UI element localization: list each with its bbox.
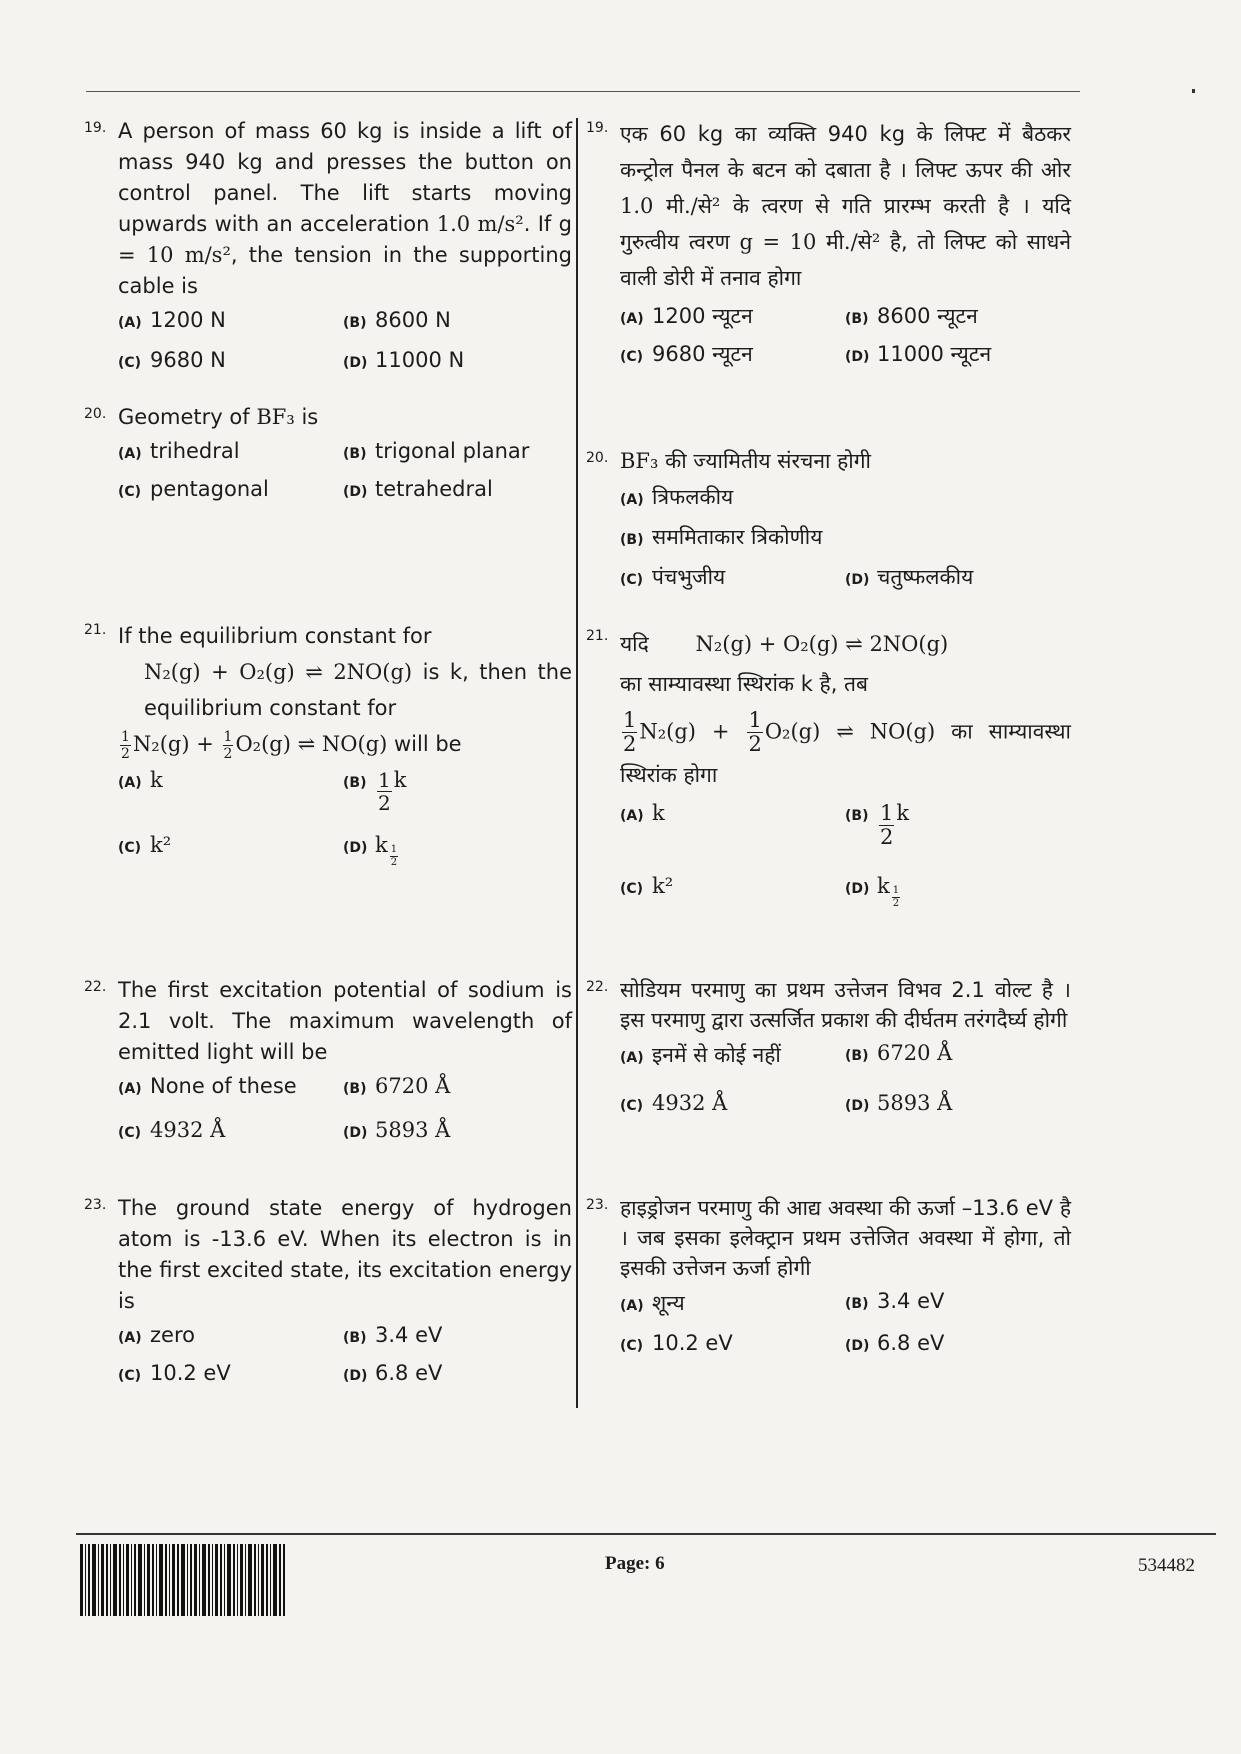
paper-code: 534482 <box>1138 1555 1195 1576</box>
option-d[interactable]: (D) 6.8 eV <box>845 1331 945 1355</box>
question-text: The ground state energy of hydrogen atom is -13.6 eV. When its electron is in the first excited state, its excitation energy is <box>118 1196 572 1313</box>
option-d[interactable]: (D) tetrahedral <box>343 477 493 501</box>
option-a[interactable]: (A) शून्य <box>620 1291 685 1315</box>
option-b[interactable]: (B) 8600 N <box>343 308 451 332</box>
question-22-en <box>84 975 572 1142</box>
options <box>118 1323 572 1385</box>
option-d[interactable]: (D) k $\frac{1}{2}$ <box>343 833 398 868</box>
option-d[interactable]: (D) 5893 Å <box>845 1091 953 1115</box>
question-23-hi <box>586 1193 1071 1355</box>
option-d[interactable]: (D) 5893 Å <box>343 1118 451 1142</box>
option-c[interactable]: (C) pentagonal <box>118 477 269 501</box>
question-number: 22. <box>84 979 107 995</box>
options <box>118 768 572 868</box>
option-b[interactable]: (B) 6720 Å <box>343 1074 451 1098</box>
option-a[interactable]: (A) 1200 न्यूटन <box>620 304 753 328</box>
top-rule <box>86 91 1080 92</box>
question-20-en <box>84 402 572 501</box>
option-a[interactable]: (A) इनमें से कोई नहीं <box>620 1043 781 1067</box>
option-d[interactable]: (D) 11000 न्यूटन <box>845 342 992 366</box>
option-c[interactable]: (C) 4932 Å <box>620 1091 728 1115</box>
question-text: The first excitation potential of sodium is 2.1 volt. The maximum wavelength of emitted light will be <box>118 978 572 1064</box>
option-a[interactable]: (A) zero <box>118 1323 195 1347</box>
bottom-rule <box>76 1533 1216 1535</box>
option-c[interactable]: (C) 10.2 eV <box>118 1361 231 1385</box>
question-21-en <box>84 618 572 868</box>
option-a[interactable]: (A) trihedral <box>118 439 240 463</box>
question-text: A person of mass 60 kg is inside a lift of mass 940 kg and presses the button on control panel. The lift starts moving upwards with an acceleration 1.0 m/s². If g = 10 m/s², the tension in the supporting cable is <box>118 119 572 298</box>
option-b[interactable]: (B) $\frac{1}{2}$ k <box>343 768 407 815</box>
question-number: 20. <box>84 406 107 422</box>
options <box>620 801 1071 909</box>
option-a[interactable]: (A) 1200 N <box>118 308 226 332</box>
question-number: 19. <box>586 120 609 136</box>
option-a[interactable]: (A) None of these <box>118 1074 297 1098</box>
option-a[interactable]: (A) k <box>620 801 665 825</box>
option-b[interactable]: (B) trigonal planar <box>343 439 530 463</box>
option-b[interactable]: (B) 6720 Å <box>845 1041 953 1065</box>
question-number: 20. <box>586 450 609 466</box>
question-text: यदि N₂(g) + O₂(g) ⇌ 2NO(g) का साम्यावस्था स्थिरांक k है, तब $\frac{1}{2}$ N₂(g) + $\frac{1}{2}$ O₂(g) ⇌ NO(g) का साम्यावस्था स्थिरांक होगा <box>620 632 1071 787</box>
options <box>118 439 572 501</box>
option-d[interactable]: (D) 11000 N <box>343 348 465 372</box>
question-number: 22. <box>586 979 609 995</box>
question-text: Geometry of BF₃ is <box>118 405 319 429</box>
question-21-hi <box>586 624 1071 909</box>
option-a[interactable]: (A) k <box>118 768 163 792</box>
option-d[interactable]: (D) k $\frac{1}{2}$ <box>845 874 900 909</box>
option-c[interactable]: (C) k² <box>620 874 674 898</box>
barcode-icon <box>80 1544 285 1616</box>
option-c[interactable]: (C) 10.2 eV <box>620 1331 733 1355</box>
options <box>118 308 572 372</box>
option-d[interactable]: (D) चतुष्फलकीय <box>845 565 974 589</box>
options <box>620 1041 1071 1115</box>
option-b[interactable]: (B) $\frac{1}{2}$ k <box>845 801 910 849</box>
option-d[interactable]: (D) 6.8 eV <box>343 1361 443 1385</box>
question-number: 21. <box>84 622 107 638</box>
option-b[interactable]: (B) 3.4 eV <box>343 1323 443 1347</box>
option-b[interactable]: (B) 8600 न्यूटन <box>845 304 978 328</box>
option-a[interactable]: (A) त्रिफलकीय <box>620 485 734 509</box>
question-19-hi <box>586 116 1071 368</box>
options <box>620 1289 1071 1355</box>
question-19-en <box>84 116 572 372</box>
column-divider <box>576 118 578 1408</box>
options <box>620 302 1071 368</box>
question-number: 23. <box>586 1197 609 1213</box>
option-b[interactable]: (B) सममिताकार त्रिकोणीय <box>620 525 823 549</box>
option-c[interactable]: (C) पंचभुजीय <box>620 565 726 589</box>
question-20-hi <box>586 446 1071 591</box>
question-number: 23. <box>84 1197 107 1213</box>
question-number: 21. <box>586 628 609 644</box>
question-number: 19. <box>84 120 107 136</box>
question-text: If the equilibrium constant for N₂(g) + O₂(g) ⇌ 2NO(g) is k, then the equilibrium constant for $\frac{1}{2}$ N₂(g) + $\frac{1}{2}$ O₂(g) ⇌ NO(g) will be <box>118 624 573 762</box>
option-c[interactable]: (C) 4932 Å <box>118 1118 226 1142</box>
question-text: BF₃ की ज्यामितीय संरचना होगी <box>620 449 871 473</box>
question-text: हाइड्रोजन परमाणु की आद्य अवस्था की ऊर्जा –13.6 eV है । जब इसका इलेक्ट्रान प्रथम उत्तेजित अवस्था में होगा, तो इसकी उत्तेजन ऊर्जा होगी <box>620 1196 1071 1280</box>
page-number: Page: 6 <box>605 1553 665 1574</box>
question-text: एक 60 kg का व्यक्ति 940 kg के लिफ्ट में बैठकर कन्ट्रोल पैनल के बटन को दबाता है । लिफ्ट ऊपर की ओर 1.0 मी./से² के त्वरण से गति प्रारम्भ करती है । यदि गुरुत्वीय त्वरण g = 10 मी./से² है, तो लिफ्ट को साधने वाली डोरी में तनाव होगा <box>620 122 1072 290</box>
option-c[interactable]: (C) k² <box>118 833 172 857</box>
question-23-en <box>84 1193 572 1385</box>
options <box>620 483 1071 591</box>
options <box>118 1074 572 1142</box>
option-b[interactable]: (B) 3.4 eV <box>845 1289 945 1313</box>
option-c[interactable]: (C) 9680 N <box>118 348 226 372</box>
question-text: सोडियम परमाणु का प्रथम उत्तेजन विभव 2.1 वोल्ट है । इस परमाणु द्वारा उत्सर्जित प्रकाश की दीर्घतम तरंगदैर्घ्य होगी <box>620 978 1071 1032</box>
question-22-hi <box>586 975 1071 1115</box>
option-c[interactable]: (C) 9680 न्यूटन <box>620 342 753 366</box>
top-dot <box>1192 89 1195 93</box>
